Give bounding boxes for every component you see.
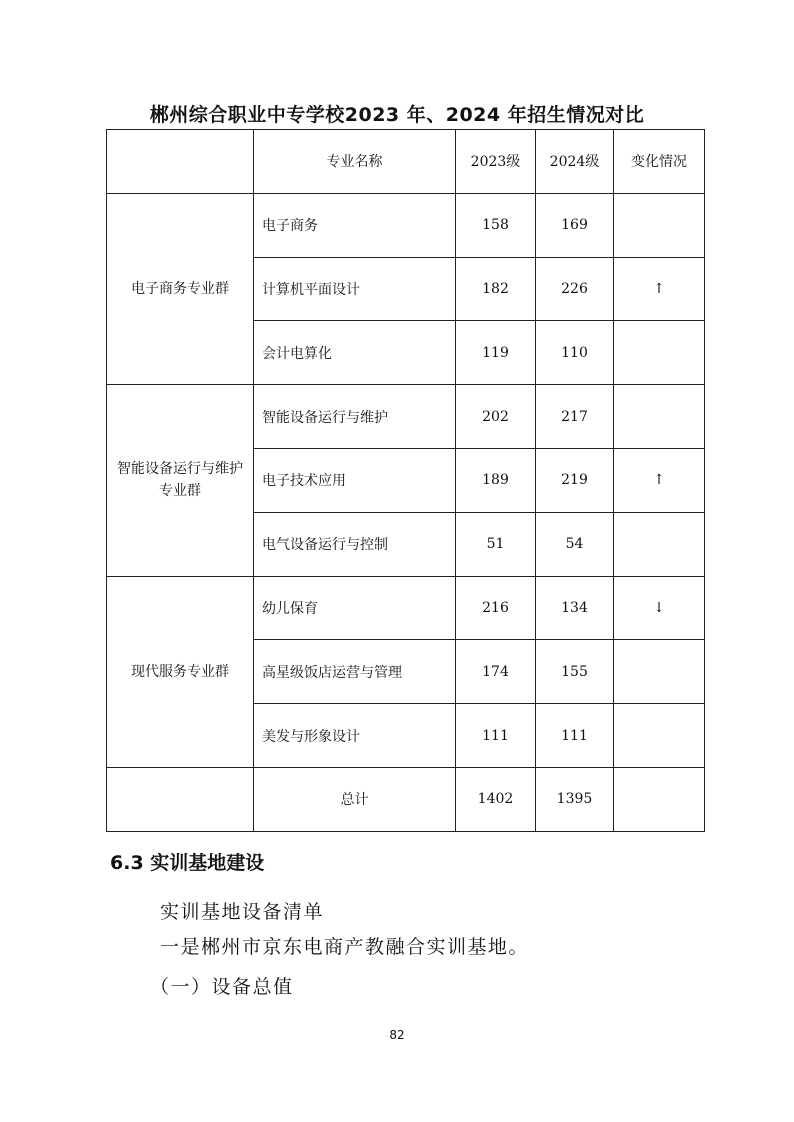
total-row	[107, 767, 705, 831]
major-name: 美发与形象设计	[254, 704, 456, 768]
change-indicator	[614, 193, 705, 257]
paragraph: （一）设备总值	[150, 976, 294, 998]
count-2023: 189	[456, 448, 536, 512]
group-ecommerce: 电子商务专业群	[107, 193, 254, 384]
total-2024: 1395	[536, 767, 614, 831]
group-modern-service: 现代服务专业群	[107, 576, 254, 767]
table-row	[107, 193, 705, 257]
header-change: 变化情况	[614, 130, 705, 194]
total-2023: 1402	[456, 767, 536, 831]
table-row	[107, 385, 705, 449]
paragraph: 一是郴州市京东电商产教融合实训基地。	[160, 936, 530, 958]
paragraph: 实训基地设备清单	[160, 901, 325, 923]
count-2024: 219	[536, 448, 614, 512]
down-arrow-icon: ↓	[614, 576, 705, 640]
count-2024: 217	[536, 385, 614, 449]
major-name: 幼儿保育	[254, 576, 456, 640]
count-2023: 111	[456, 704, 536, 768]
count-2024: 134	[536, 576, 614, 640]
major-name: 会计电算化	[254, 321, 456, 385]
enrollment-table	[106, 129, 705, 832]
total-empty-cell	[107, 767, 254, 831]
major-name: 电子技术应用	[254, 448, 456, 512]
count-2023: 119	[456, 321, 536, 385]
header-major-name: 专业名称	[254, 130, 456, 194]
header-2023: 2023级	[456, 130, 536, 194]
change-indicator	[614, 640, 705, 704]
count-2024: 111	[536, 704, 614, 768]
table-header-row	[107, 130, 705, 194]
count-2024: 110	[536, 321, 614, 385]
table-row	[107, 576, 705, 640]
count-2023: 174	[456, 640, 536, 704]
up-arrow-icon: ↑	[614, 448, 705, 512]
count-2023: 202	[456, 385, 536, 449]
count-2023: 51	[456, 512, 536, 576]
major-name: 电气设备运行与控制	[254, 512, 456, 576]
change-indicator	[614, 512, 705, 576]
count-2023: 216	[456, 576, 536, 640]
major-name: 电子商务	[254, 193, 456, 257]
count-2024: 169	[536, 193, 614, 257]
header-2024: 2024级	[536, 130, 614, 194]
total-change	[614, 767, 705, 831]
count-2024: 54	[536, 512, 614, 576]
count-2023: 182	[456, 257, 536, 321]
table-title: 郴州综合职业中专学校2023 年、2024 年招生情况对比	[149, 104, 645, 126]
count-2023: 158	[456, 193, 536, 257]
section-heading: 6.3 实训基地建设	[110, 852, 265, 874]
count-2024: 226	[536, 257, 614, 321]
total-label: 总计	[254, 767, 456, 831]
group-smart-equipment: 智能设备运行与维护专业群	[107, 385, 254, 576]
change-indicator	[614, 385, 705, 449]
page-number: 82	[389, 1028, 405, 1042]
up-arrow-icon: ↑	[614, 257, 705, 321]
major-name: 智能设备运行与维护	[254, 385, 456, 449]
major-name: 高星级饭店运营与管理	[254, 640, 456, 704]
header-group	[107, 130, 254, 194]
major-name: 计算机平面设计	[254, 257, 456, 321]
count-2024: 155	[536, 640, 614, 704]
change-indicator	[614, 704, 705, 768]
change-indicator	[614, 321, 705, 385]
